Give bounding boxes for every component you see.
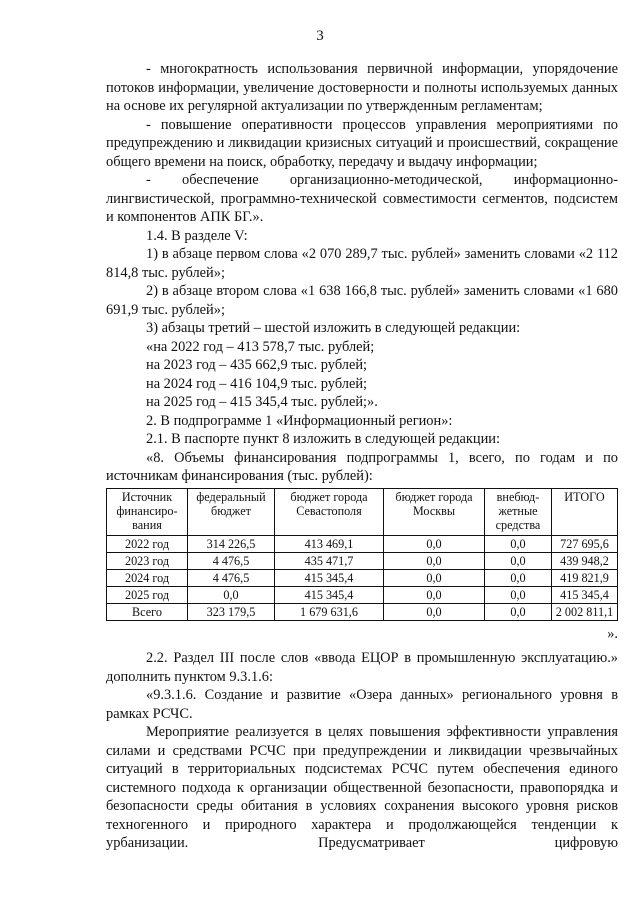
table-cell: 2024 год <box>107 569 188 586</box>
bullet-paragraph-2: - повышение оперативности процессов управления мероприятиями по предупреждению и ликвидации кризисных ситуаций и происшествий, сокращение общего времени на поиск, обработку, передачу и выдачу информации; <box>106 116 618 170</box>
section-9-3-1-6-paragraph: «9.3.1.6. Создание и развитие «Озера данных» регионального уровня в рамках РСЧС. <box>106 687 618 722</box>
table-header-cell: ИТОГО <box>552 488 618 535</box>
table-header-cell: бюджет города Севастополя <box>275 488 384 535</box>
table-header-cell: внебюд-жетные средства <box>485 488 552 535</box>
table-cell: 2 002 811,1 <box>552 603 618 620</box>
section-2-1-heading: 2.1. В паспорте пункт 8 изложить в следующей редакции: <box>146 431 500 447</box>
table-row <box>107 535 618 552</box>
table-cell: 0,0 <box>384 535 485 552</box>
year-line-2023: на 2023 год – 435 662,9 тыс. рублей; <box>146 357 368 373</box>
financing-table <box>106 488 618 621</box>
measure-description-paragraph: Мероприятие реализуется в целях повышения эффективности управления силами и средствами РСЧС при предупреждении и ликвидации чрезвычайных ситуаций в территориальных подсистемах РСЧС путем обеспечения единого системного подхода к организации общественной безопасности, правопорядка и безопасности среды обитания в условиях сохранения высокого уровня рисков техногенного и природного характера и продолжающейся тенденции к урбанизации. Предусматривает цифровую <box>106 724 618 851</box>
section-2-heading: 2. В подпрограмме 1 «Информационный регион»: <box>146 412 453 429</box>
table-cell: 415 345,4 <box>275 586 384 603</box>
table-cell: 413 469,1 <box>275 535 384 552</box>
table-cell: 435 471,7 <box>275 552 384 569</box>
table-cell: 4 476,5 <box>188 552 275 569</box>
section-1-4-item-2: 2) в абзаце втором слова «1 638 166,8 тыс. рублей» заменить словами «1 680 691,9 тыс. рублей»; <box>106 283 618 318</box>
table-closing-quote: ». <box>607 625 618 642</box>
table-cell: 415 345,4 <box>552 586 618 603</box>
table-cell: 2023 год <box>107 552 188 569</box>
table-cell: 0,0 <box>485 552 552 569</box>
bullet-paragraph-1: - многократность использования первичной информации, упорядочение потоков информации, увеличение достоверности и полноты используемых данных на основе их регулярной актуализации по утвержденным регламентам; <box>106 61 618 114</box>
section-2-1-quote: «8. Объемы финансирования подпрограммы 1, всего, по годам и по источникам финансирования (тыс. рублей): <box>106 449 618 484</box>
table-cell: 0,0 <box>384 586 485 603</box>
year-line-2024: на 2024 год – 416 104,9 тыс. рублей; <box>146 375 368 392</box>
table-cell: 0,0 <box>485 535 552 552</box>
table-header-row <box>107 488 618 535</box>
table-cell: 2025 год <box>107 586 188 603</box>
table-cell: 4 476,5 <box>188 569 275 586</box>
table-row <box>107 569 618 586</box>
page-number: 3 <box>316 28 324 44</box>
document-body <box>106 60 618 853</box>
year-line-2025: на 2025 год – 415 345,4 тыс. рублей;». <box>146 394 378 410</box>
year-line-2022: «на 2022 год – 413 578,7 тыс. рублей; <box>146 338 375 355</box>
table-cell: 2022 год <box>107 535 188 552</box>
table-cell: 0,0 <box>485 603 552 620</box>
bullet-paragraph-3: - обеспечение организационно-методической, информационно-лингвистической, программно-технической совместимости сегментов, подсистем и компонентов АПК БГ.». <box>106 172 618 225</box>
table-cell: 0,0 <box>384 569 485 586</box>
table-cell: 323 179,5 <box>188 603 275 620</box>
table-cell: 0,0 <box>485 586 552 603</box>
table-cell: 727 695,6 <box>552 535 618 552</box>
table-cell: 0,0 <box>188 586 275 603</box>
table-header-cell: федеральный бюджет <box>188 488 275 535</box>
table-cell: 0,0 <box>485 569 552 586</box>
section-1-4-heading: 1.4. В разделе V: <box>146 227 248 244</box>
table-cell: 415 345,4 <box>275 569 384 586</box>
table-cell: 314 226,5 <box>188 535 275 552</box>
table-header-cell: Источник финансиро-вания <box>107 488 188 535</box>
table-row <box>107 552 618 569</box>
table-row <box>107 603 618 620</box>
table-cell: 0,0 <box>384 552 485 569</box>
table-cell: 0,0 <box>384 603 485 620</box>
table-cell: 439 948,2 <box>552 552 618 569</box>
section-1-4-item-3: 3) абзацы третий – шестой изложить в следующей редакции: <box>146 320 521 336</box>
section-1-4-item-1: 1) в абзаце первом слова «2 070 289,7 тыс. рублей» заменить словами «2 112 814,8 тыс. рублей»; <box>106 246 618 281</box>
section-2-2-paragraph: 2.2. Раздел III после слов «ввода ЕЦОР в промышленную эксплуатацию.» дополнить пунктом 9.3.1.6: <box>106 650 618 685</box>
table-cell: 419 821,9 <box>552 569 618 586</box>
table-cell: 1 679 631,6 <box>275 603 384 620</box>
table-header-cell: бюджет города Москвы <box>384 488 485 535</box>
table-cell: Всего <box>107 603 188 620</box>
table-row <box>107 586 618 603</box>
